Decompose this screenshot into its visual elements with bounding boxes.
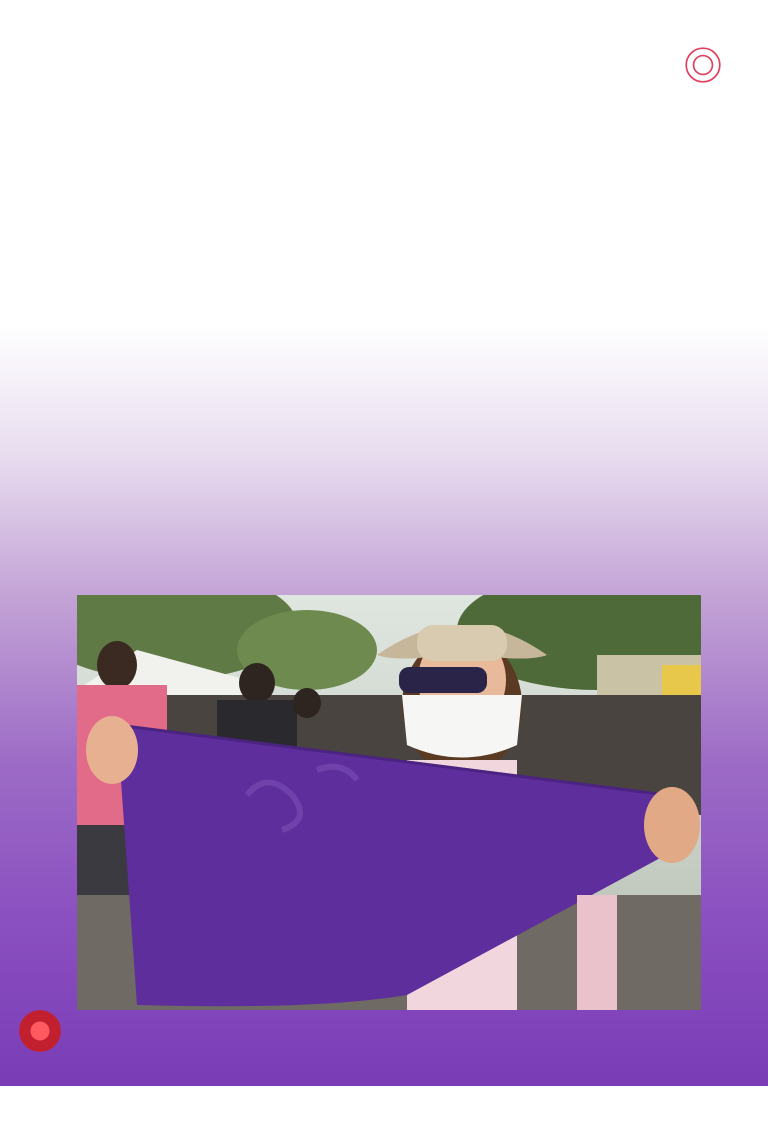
protest-photo <box>77 595 701 1010</box>
flower-outline-icon <box>598 0 768 170</box>
flower-icon <box>0 936 135 1126</box>
